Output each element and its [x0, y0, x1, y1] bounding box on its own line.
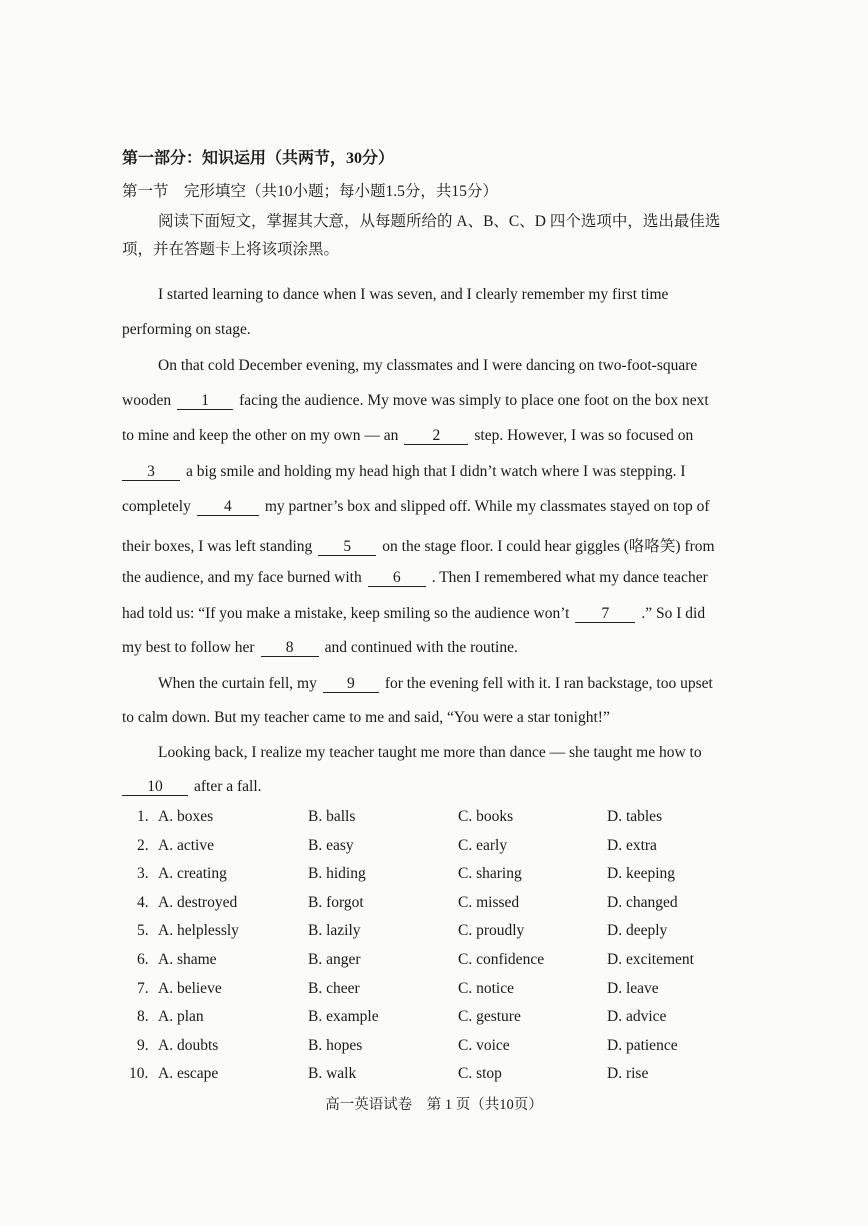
option-choice-c: C. missed	[458, 893, 520, 911]
passage-text: for the evening fell with it. I ran backstage, too upset	[384, 675, 713, 692]
option-choice-a: A. shame	[158, 951, 217, 968]
option-number: 10.	[129, 1065, 149, 1083]
blank-1: 1	[177, 393, 233, 410]
blank-7: 7	[575, 606, 635, 623]
blank-8: 8	[261, 640, 319, 657]
passage-line	[122, 605, 705, 623]
option-choice-c: C. voice	[458, 1036, 510, 1054]
option-choice-a: A. active	[158, 836, 214, 854]
passage-text: wooden	[122, 392, 172, 409]
option-number: 2.	[137, 836, 149, 854]
option-choice-a: A. helplessly	[158, 922, 239, 940]
option-choice-c: C. stop	[458, 1065, 502, 1083]
blank-5: 5	[318, 539, 376, 556]
option-choice-a: A. boxes	[158, 808, 214, 825]
passage-line	[122, 778, 262, 796]
option-choice-b: B. lazily	[308, 922, 361, 940]
option-number: 1.	[137, 808, 149, 825]
option-choice-d: D. advice	[607, 1008, 667, 1026]
option-choice-a: A. believe	[158, 979, 222, 997]
option-choice-d: D. extra	[607, 836, 657, 854]
option-choice-a: A. destroyed	[158, 893, 238, 911]
instruction-line-1: 阅读下面短文，掌握其大意，从每题所给的 A、B、C、D 四个选项中，选出最佳选	[158, 213, 721, 230]
option-choice-b: B. cheer	[308, 979, 360, 997]
option-choice-c: C. proudly	[458, 922, 525, 940]
passage-text: completely	[122, 498, 191, 515]
option-choice-b: B. forgot	[308, 893, 364, 911]
option-choice-d: D. excitement	[607, 951, 694, 968]
instruction-line-2: 项，并在答题卡上将该项涂黑。	[122, 241, 340, 258]
option-number: 6.	[137, 951, 149, 968]
option-choice-c: C. books	[458, 808, 514, 825]
option-choice-d: D. keeping	[607, 865, 676, 883]
passage-text: my best to follow her	[122, 639, 255, 656]
passage-line: On that cold December evening, my classmates and I were dancing on two-foot-square	[158, 357, 698, 374]
passage-line	[122, 569, 708, 587]
passage-text: and continued with the routine.	[324, 639, 518, 656]
option-choice-a: A. doubts	[158, 1036, 219, 1054]
option-choice-b: B. anger	[308, 951, 361, 968]
blank-6: 6	[368, 570, 426, 587]
passage-line	[122, 427, 693, 445]
blank-10: 10	[122, 779, 188, 796]
passage-text: on the stage floor. I could hear giggles (咯咯笑) from	[382, 538, 715, 555]
passage-text: a big smile and holding my head high that I didn’t watch where I was stepping. I	[186, 463, 686, 480]
passage-line	[122, 498, 710, 516]
option-choice-c: C. confidence	[458, 951, 545, 968]
passage-text: facing the audience. My move was simply to place one foot on the box next	[239, 392, 709, 409]
passage-text: When the curtain fell, my	[158, 675, 317, 692]
option-choice-b: B. example	[308, 1008, 379, 1026]
option-choice-c: C. notice	[458, 979, 514, 997]
passage-text: step. However, I was so focused on	[474, 427, 694, 444]
option-choice-b: B. hopes	[308, 1036, 363, 1054]
page-footer: 高一英语试卷 第 1 页（共10页）	[325, 1097, 543, 1113]
option-choice-b: B. hiding	[308, 865, 366, 883]
option-choice-d: D. changed	[607, 893, 678, 911]
passage-line: to calm down. But my teacher came to me and said, “You were a star tonight!”	[122, 709, 610, 726]
passage-text: had told us: “If you make a mistake, keep smiling so the audience won’t	[122, 605, 570, 622]
passage-line	[158, 675, 713, 693]
option-choice-b: B. walk	[308, 1065, 357, 1083]
passage-line: Looking back, I realize my teacher taught me more than dance — she taught me how to	[158, 744, 702, 761]
passage-text: to mine and keep the other on my own — an	[122, 427, 399, 444]
option-choice-d: D. leave	[607, 979, 659, 997]
option-choice-a: A. escape	[158, 1065, 219, 1083]
passage-text: their boxes, I was left standing	[122, 538, 313, 555]
passage-text: after a fall.	[194, 778, 262, 795]
option-choice-a: A. plan	[158, 1008, 204, 1026]
blank-3: 3	[122, 464, 180, 481]
passage-line: I started learning to dance when I was seven, and I clearly remember my first time	[158, 286, 669, 303]
option-number: 8.	[137, 1008, 149, 1026]
option-number: 9.	[137, 1036, 149, 1054]
option-choice-b: B. easy	[308, 836, 354, 854]
passage-text: . Then I remembered what my dance teacher	[431, 569, 708, 586]
blank-4: 4	[197, 499, 259, 516]
passage-line	[122, 639, 518, 657]
blank-9: 9	[323, 676, 379, 693]
blank-2: 2	[404, 428, 468, 445]
option-number: 7.	[137, 979, 149, 997]
option-choice-d: D. tables	[607, 808, 663, 825]
option-choice-c: C. early	[458, 836, 508, 854]
option-choice-c: C. gesture	[458, 1008, 521, 1026]
option-choice-d: D. patience	[607, 1036, 678, 1054]
passage-line: performing on stage.	[122, 321, 251, 338]
passage-line	[122, 534, 715, 556]
option-choice-c: C. sharing	[458, 865, 522, 883]
part-title: 第一部分：知识运用（共两节，30分）	[122, 150, 395, 167]
passage-text: .” So I did	[641, 605, 706, 622]
option-choice-d: D. rise	[607, 1065, 649, 1083]
section-title: 第一节 完形填空（共10小题；每小题1.5分，共15分）	[122, 183, 498, 200]
passage-text: my partner’s box and slipped off. While my classmates stayed on top of	[264, 498, 710, 515]
option-number: 5.	[137, 922, 149, 940]
passage-line	[122, 392, 709, 410]
option-choice-b: B. balls	[308, 808, 356, 825]
option-number: 3.	[137, 865, 149, 883]
passage-text: the audience, and my face burned with	[122, 569, 362, 586]
option-choice-d: D. deeply	[607, 922, 668, 940]
option-choice-a: A. creating	[158, 865, 227, 883]
option-number: 4.	[137, 893, 149, 911]
passage-line	[122, 463, 685, 481]
